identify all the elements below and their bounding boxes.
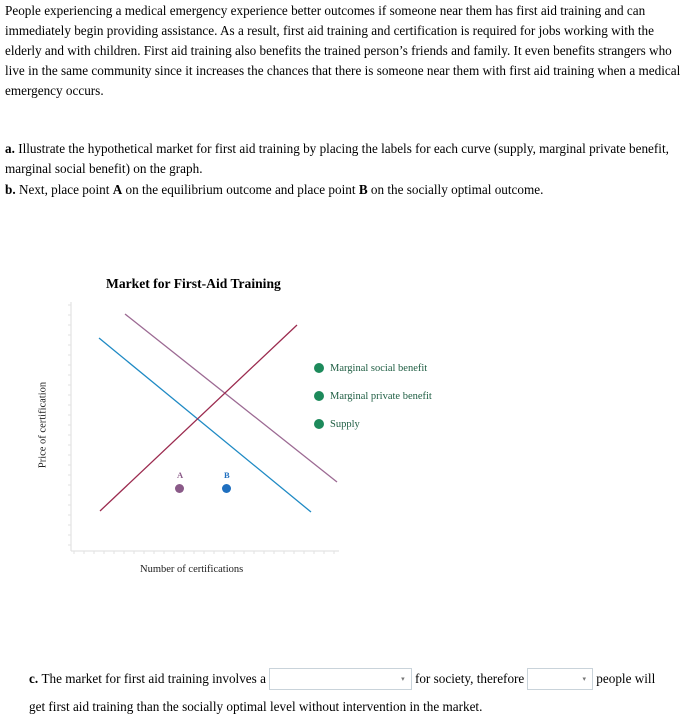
question-a-text: marginal social benefit) on the graph. [5, 161, 203, 176]
point-a-marker[interactable] [175, 484, 184, 493]
x-axis-label: Number of certifications [140, 564, 244, 575]
question-c-text: for society, therefore [414, 671, 525, 686]
drag-handle-dot-icon[interactable] [314, 363, 324, 373]
quantity-comparison-dropdown[interactable] [527, 668, 593, 690]
question-b-text: on the equilibrium outcome and place point [125, 182, 356, 197]
question-b-text: on the socially optimal outcome. [370, 182, 544, 197]
question-b-label: b. [5, 182, 16, 197]
externality-type-dropdown[interactable] [269, 668, 412, 690]
intro-line: People experiencing a medical emergency experience better outcomes if someone near them has first aid training and can [5, 3, 646, 18]
question-b-point-a: A [112, 182, 123, 197]
point-b-label: B [224, 470, 230, 480]
legend-label: Marginal social benefit [330, 362, 428, 374]
drag-handle-dot-icon[interactable] [314, 391, 324, 401]
chevron-down-icon: ▾ [401, 675, 405, 683]
point-a-label: A [177, 470, 184, 480]
intro-line: elderly and with children. First aid training also benefits the trained person’s friends and family. It even benefits strangers who [5, 43, 672, 58]
legend-item-marginal-social-benefit[interactable] [314, 354, 432, 382]
y-axis-label: Price of certification [37, 381, 49, 469]
question-a-label: a. [5, 141, 15, 156]
chevron-down-icon: ▾ [582, 675, 587, 683]
question-c-label: c. [29, 671, 39, 686]
question-a-text: Illustrate the hypothetical market for first aid training by placing the labels for each curve (supply, marginal private benefit, [18, 141, 669, 156]
axes [68, 302, 339, 554]
intro-line: live in the same community since it increases the chances that there is someone near them with first aid training when a medical [5, 63, 681, 78]
intro-line: immediately begin providing assistance. As a result, first aid training and certification is required for jobs working with the [5, 23, 654, 38]
marginal-private-benefit-curve [99, 338, 311, 512]
supply-curve [100, 325, 297, 511]
legend-item-supply[interactable] [314, 410, 432, 438]
question-b-point-b: B [358, 182, 368, 197]
point-b-marker[interactable] [222, 484, 231, 493]
legend-item-marginal-private-benefit[interactable] [314, 382, 432, 410]
question-c [29, 667, 655, 691]
intro-line: emergency occurs. [5, 83, 104, 98]
legend-label: Marginal private benefit [330, 390, 432, 402]
question-c-continued: get first aid training than the socially optimal level without intervention in the market. [29, 699, 483, 714]
question-c-text: people will [596, 671, 656, 686]
chart-title: Market for First-Aid Training [106, 276, 281, 291]
legend-label: Supply [330, 418, 360, 430]
question-c-text: The market for first aid training involves a [41, 671, 266, 686]
drag-handle-dot-icon[interactable] [314, 419, 324, 429]
curve-label-palette [314, 354, 432, 438]
question-b-text: Next, place point [18, 182, 110, 197]
